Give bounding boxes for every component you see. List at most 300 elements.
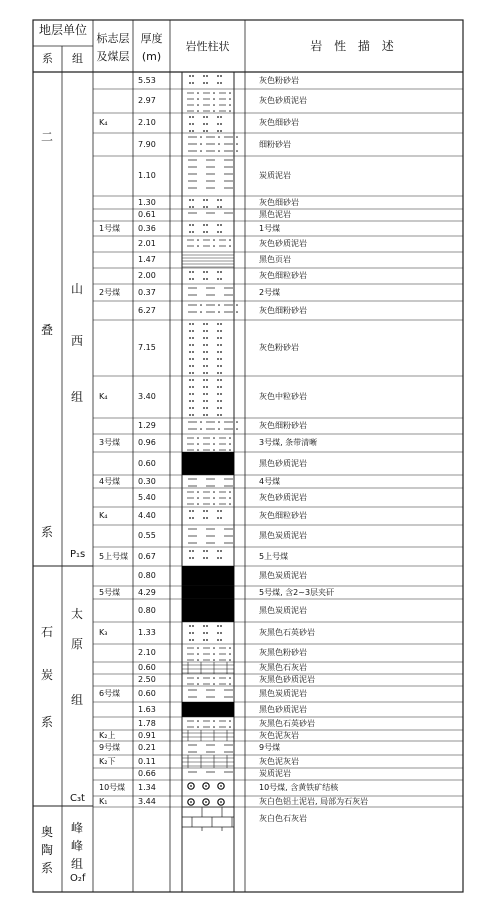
sand-dot bbox=[206, 550, 208, 552]
sand-dot bbox=[203, 639, 205, 641]
silt-dot bbox=[218, 143, 220, 145]
sand-dot bbox=[192, 393, 194, 395]
sand-dot bbox=[192, 557, 194, 559]
sand-dot bbox=[206, 337, 208, 339]
sand-dot bbox=[203, 278, 205, 280]
sand-dot bbox=[197, 497, 199, 499]
layer-description: 灰黑色石英砂岩 bbox=[259, 628, 315, 637]
formation-char: 峰 bbox=[71, 839, 84, 853]
layer-thickness: 2.10 bbox=[138, 118, 156, 127]
silt-dot bbox=[200, 428, 202, 430]
sand-dot bbox=[213, 437, 215, 439]
sand-dot bbox=[220, 199, 222, 201]
sand-dot bbox=[220, 116, 222, 118]
layer-thickness: 2.00 bbox=[138, 271, 156, 280]
formation-char: 太 bbox=[71, 607, 84, 621]
layer-thickness: 0.11 bbox=[138, 756, 156, 766]
layer-thickness: 1.34 bbox=[138, 783, 156, 792]
sand-dot bbox=[229, 245, 231, 247]
sand-dot bbox=[229, 503, 231, 505]
sand-dot bbox=[217, 199, 219, 201]
sand-dot bbox=[206, 224, 208, 226]
silt-dot bbox=[218, 304, 220, 306]
layer-description: 灰色中粒砂岩 bbox=[259, 392, 307, 401]
layer-thickness: 2.01 bbox=[138, 239, 156, 248]
sand-dot bbox=[192, 271, 194, 273]
sand-dot bbox=[206, 407, 208, 409]
layer-thickness: 1.29 bbox=[138, 421, 156, 430]
silt-dot bbox=[218, 421, 220, 423]
layer-description: 灰黑色石灰岩 bbox=[259, 663, 307, 672]
layer-thickness: 0.37 bbox=[138, 287, 156, 297]
sand-dot bbox=[217, 278, 219, 280]
sand-dot bbox=[197, 653, 199, 655]
header-marker-2: 及煤层 bbox=[96, 50, 130, 63]
layer-thickness: 2.50 bbox=[138, 675, 156, 684]
sand-dot bbox=[217, 358, 219, 360]
sand-dot bbox=[189, 278, 191, 280]
layer-description: 9号煤 bbox=[259, 743, 281, 752]
coal-fill bbox=[182, 702, 234, 717]
sand-dot bbox=[192, 337, 194, 339]
sand-dot bbox=[213, 677, 215, 679]
sand-dot bbox=[192, 75, 194, 77]
layer-description: 灰色细砂岩 bbox=[259, 118, 299, 127]
sand-dot bbox=[220, 400, 222, 402]
silt-dot bbox=[236, 136, 238, 138]
sand-dot bbox=[206, 632, 208, 634]
sand-dot bbox=[203, 199, 205, 201]
sand-dot bbox=[213, 491, 215, 493]
layer-thickness: 0.30 bbox=[138, 476, 156, 486]
silt-dot bbox=[218, 150, 220, 152]
sand-dot bbox=[192, 625, 194, 627]
sand-dot bbox=[206, 557, 208, 559]
sand-dot bbox=[206, 372, 208, 374]
sand-dot bbox=[213, 726, 215, 728]
sand-dot bbox=[192, 632, 194, 634]
silt-dot bbox=[200, 421, 202, 423]
formation-char: 组 bbox=[71, 857, 84, 871]
system-char: 系 bbox=[41, 525, 54, 539]
sand-dot bbox=[220, 224, 222, 226]
header-system: 系 bbox=[42, 52, 53, 65]
sand-dot bbox=[229, 437, 231, 439]
system-char: 奥 bbox=[41, 825, 54, 839]
sand-dot bbox=[203, 75, 205, 77]
sand-dot bbox=[217, 271, 219, 273]
layer-thickness: 1.63 bbox=[138, 704, 156, 714]
sand-dot bbox=[206, 393, 208, 395]
sand-dot bbox=[192, 400, 194, 402]
sand-dot bbox=[192, 82, 194, 84]
sand-dot bbox=[217, 386, 219, 388]
sand-dot bbox=[206, 75, 208, 77]
layer-description: 灰色细粉砂岩 bbox=[259, 305, 307, 315]
sand-dot bbox=[220, 351, 222, 353]
layer-description: 5上号煤 bbox=[259, 551, 289, 561]
oolite-core bbox=[205, 801, 207, 803]
sand-dot bbox=[213, 653, 215, 655]
sand-dot bbox=[197, 720, 199, 722]
sand-dot bbox=[220, 206, 222, 208]
coal-fill bbox=[182, 599, 234, 622]
sand-dot bbox=[189, 639, 191, 641]
layer-description: 灰色砂质泥岩 bbox=[259, 96, 307, 105]
formation-code: O₂f bbox=[70, 873, 86, 884]
layer-description: 灰黑色粉砂岩 bbox=[259, 648, 307, 657]
layer-thickness: 0.55 bbox=[138, 531, 156, 540]
layer-description: 灰色细砂岩 bbox=[259, 197, 299, 207]
sand-dot bbox=[217, 224, 219, 226]
layer-thickness: 0.66 bbox=[138, 769, 156, 778]
sand-dot bbox=[203, 400, 205, 402]
sand-dot bbox=[217, 82, 219, 84]
sand-dot bbox=[220, 231, 222, 233]
sand-dot bbox=[206, 510, 208, 512]
sand-dot bbox=[203, 632, 205, 634]
sand-dot bbox=[203, 625, 205, 627]
sand-dot bbox=[189, 386, 191, 388]
layer-description: 4号煤 bbox=[259, 476, 281, 486]
sand-dot bbox=[220, 386, 222, 388]
sand-dot bbox=[229, 104, 231, 106]
sand-dot bbox=[206, 379, 208, 381]
sand-dot bbox=[192, 517, 194, 519]
sand-dot bbox=[220, 82, 222, 84]
sand-dot bbox=[189, 358, 191, 360]
sand-dot bbox=[213, 683, 215, 685]
sand-dot bbox=[229, 726, 231, 728]
sand-dot bbox=[197, 437, 199, 439]
layer-thickness: 5.53 bbox=[138, 75, 156, 85]
sand-dot bbox=[229, 98, 231, 100]
sand-dot bbox=[197, 239, 199, 241]
sand-dot bbox=[217, 351, 219, 353]
lithology-dots bbox=[189, 271, 222, 280]
sand-dot bbox=[229, 659, 231, 661]
sand-dot bbox=[213, 239, 215, 241]
sand-dot bbox=[203, 365, 205, 367]
sand-dot bbox=[217, 379, 219, 381]
formation-char: 组 bbox=[71, 693, 84, 707]
sand-dot bbox=[217, 344, 219, 346]
layer-description: 灰白色铝土泥岩, 局部为石灰岩 bbox=[259, 796, 369, 806]
sand-dot bbox=[229, 491, 231, 493]
sand-dot bbox=[192, 407, 194, 409]
silt-dot bbox=[200, 304, 202, 306]
layer-thickness: 7.15 bbox=[138, 343, 156, 352]
layer-thickness: 5.40 bbox=[138, 492, 156, 502]
sand-dot bbox=[206, 330, 208, 332]
layer-thickness: 0.60 bbox=[138, 458, 156, 468]
sand-dot bbox=[192, 510, 194, 512]
system-char: 陶 bbox=[41, 843, 54, 857]
sand-dot bbox=[203, 379, 205, 381]
sand-dot bbox=[206, 625, 208, 627]
silt-dot bbox=[236, 150, 238, 152]
sand-dot bbox=[213, 245, 215, 247]
sand-dot bbox=[192, 130, 194, 132]
sand-dot bbox=[206, 206, 208, 208]
sand-dot bbox=[203, 358, 205, 360]
sand-dot bbox=[189, 393, 191, 395]
silt-dot bbox=[218, 311, 220, 313]
sand-dot bbox=[197, 683, 199, 685]
layer-thickness: 1.33 bbox=[138, 628, 156, 637]
layer-thickness: 1.47 bbox=[138, 255, 156, 264]
oolite-core bbox=[190, 785, 192, 787]
sand-dot bbox=[213, 110, 215, 112]
layer-thickness: 0.21 bbox=[138, 743, 156, 752]
sand-dot bbox=[197, 104, 199, 106]
oolite-core bbox=[220, 801, 222, 803]
sand-dot bbox=[217, 75, 219, 77]
layer-marker: 10号煤 bbox=[99, 783, 126, 792]
sand-dot bbox=[217, 123, 219, 125]
layer-description: 灰黑色石英砂岩 bbox=[259, 718, 315, 728]
sand-dot bbox=[220, 379, 222, 381]
sand-dot bbox=[229, 497, 231, 499]
sand-dot bbox=[189, 557, 191, 559]
layer-description: 灰色细粒砂岩 bbox=[259, 511, 307, 520]
formation-char: 组 bbox=[71, 390, 84, 404]
sand-dot bbox=[220, 365, 222, 367]
sand-dot bbox=[189, 379, 191, 381]
sand-dot bbox=[203, 351, 205, 353]
sand-dot bbox=[220, 130, 222, 132]
lithology-dots bbox=[189, 224, 222, 233]
coal-fill bbox=[182, 586, 234, 599]
sand-dot bbox=[220, 337, 222, 339]
sand-dot bbox=[203, 337, 205, 339]
sand-dot bbox=[206, 271, 208, 273]
sand-dot bbox=[197, 726, 199, 728]
formation-code: C₃t bbox=[70, 793, 85, 804]
sand-dot bbox=[206, 130, 208, 132]
sand-dot bbox=[203, 231, 205, 233]
sand-dot bbox=[206, 199, 208, 201]
layer-description: 灰色细粒砂岩 bbox=[259, 271, 307, 280]
sand-dot bbox=[206, 344, 208, 346]
layer-marker: 3号煤 bbox=[99, 438, 121, 447]
sand-dot bbox=[189, 400, 191, 402]
layer-thickness: 7.90 bbox=[138, 139, 156, 149]
sand-dot bbox=[203, 393, 205, 395]
sand-dot bbox=[189, 199, 191, 201]
sand-dot bbox=[220, 407, 222, 409]
layer-thickness: 3.44 bbox=[138, 796, 156, 806]
sand-dot bbox=[206, 351, 208, 353]
sand-dot bbox=[217, 557, 219, 559]
sand-dot bbox=[189, 130, 191, 132]
sand-dot bbox=[192, 231, 194, 233]
sand-dot bbox=[213, 497, 215, 499]
sand-dot bbox=[217, 400, 219, 402]
layer-description: 灰色砂质泥岩 bbox=[259, 239, 307, 248]
oolite-core bbox=[190, 801, 192, 803]
layer-thickness: 0.60 bbox=[138, 663, 156, 672]
sand-dot bbox=[203, 510, 205, 512]
sand-dot bbox=[220, 550, 222, 552]
layer-marker: K₁ bbox=[99, 796, 108, 806]
sand-dot bbox=[213, 503, 215, 505]
layer-description: 灰色粉砂岩 bbox=[259, 343, 299, 352]
sand-dot bbox=[220, 372, 222, 374]
header-unit-title: 地层单位 bbox=[38, 23, 87, 37]
sand-dot bbox=[192, 379, 194, 381]
layer-description: 灰色泥灰岩 bbox=[259, 756, 299, 766]
sand-dot bbox=[203, 206, 205, 208]
layer-description: 灰色泥灰岩 bbox=[259, 730, 299, 740]
sand-dot bbox=[213, 104, 215, 106]
layer-description: 10号煤, 含黄铁矿结核 bbox=[259, 783, 339, 792]
sand-dot bbox=[189, 330, 191, 332]
layer-description: 炭质泥岩 bbox=[259, 769, 291, 778]
sand-dot bbox=[217, 550, 219, 552]
sand-dot bbox=[213, 449, 215, 451]
sand-dot bbox=[203, 116, 205, 118]
sand-dot bbox=[192, 358, 194, 360]
sand-dot bbox=[229, 239, 231, 241]
sand-dot bbox=[206, 517, 208, 519]
layer-thickness: 0.80 bbox=[138, 605, 156, 615]
sand-dot bbox=[229, 110, 231, 112]
sand-dot bbox=[217, 365, 219, 367]
system-char: 石 bbox=[41, 625, 54, 639]
sand-dot bbox=[229, 677, 231, 679]
sand-dot bbox=[220, 323, 222, 325]
lithology-silt bbox=[200, 304, 238, 313]
sand-dot bbox=[229, 92, 231, 94]
lithology-dots bbox=[189, 116, 222, 132]
formation-code: P₁s bbox=[70, 549, 86, 560]
formation-char: 原 bbox=[71, 637, 84, 651]
sand-dot bbox=[189, 116, 191, 118]
layer-description: 灰色砂质泥岩 bbox=[259, 492, 307, 502]
layer-marker: K₄ bbox=[99, 118, 108, 127]
sand-dot bbox=[203, 386, 205, 388]
sand-dot bbox=[189, 75, 191, 77]
sand-dot bbox=[213, 92, 215, 94]
layer-thickness: 4.40 bbox=[138, 511, 156, 520]
sand-dot bbox=[192, 330, 194, 332]
sand-dot bbox=[192, 278, 194, 280]
sand-dot bbox=[197, 449, 199, 451]
sand-dot bbox=[229, 653, 231, 655]
layer-marker: 5号煤 bbox=[99, 587, 121, 597]
sand-dot bbox=[203, 344, 205, 346]
sand-dot bbox=[217, 116, 219, 118]
lithology-sandy-mud bbox=[197, 92, 231, 112]
sand-dot bbox=[213, 659, 215, 661]
lithology-coal bbox=[182, 452, 234, 475]
layer-marker: 2号煤 bbox=[99, 287, 121, 297]
sand-dot bbox=[217, 393, 219, 395]
sand-dot bbox=[189, 351, 191, 353]
lithology-dots bbox=[189, 625, 222, 641]
lithology-coal bbox=[182, 599, 234, 622]
silt-dot bbox=[200, 143, 202, 145]
sand-dot bbox=[220, 510, 222, 512]
lithology-silt bbox=[200, 421, 238, 430]
sand-dot bbox=[206, 82, 208, 84]
lithology-dots bbox=[189, 323, 222, 374]
layer-description: 细粉砂岩 bbox=[259, 139, 291, 149]
lithology-coal bbox=[182, 566, 234, 586]
sand-dot bbox=[189, 414, 191, 416]
system-char: 系 bbox=[41, 715, 54, 729]
sand-dot bbox=[192, 199, 194, 201]
layer-description: 1号煤 bbox=[259, 223, 281, 233]
silt-dot bbox=[200, 136, 202, 138]
sand-dot bbox=[192, 344, 194, 346]
sand-dot bbox=[189, 632, 191, 634]
sand-dot bbox=[197, 110, 199, 112]
sand-dot bbox=[189, 337, 191, 339]
sand-dot bbox=[197, 677, 199, 679]
layer-description: 灰白色石灰岩 bbox=[259, 814, 307, 823]
layer-description: 黑色炭质泥岩 bbox=[259, 571, 307, 580]
layer-thickness: 0.61 bbox=[138, 210, 156, 219]
layer-marker: K₂下 bbox=[99, 756, 116, 766]
sand-dot bbox=[217, 510, 219, 512]
header-group: 组 bbox=[72, 52, 83, 65]
sand-dot bbox=[220, 271, 222, 273]
sand-dot bbox=[197, 491, 199, 493]
sand-dot bbox=[203, 550, 205, 552]
sand-dot bbox=[203, 224, 205, 226]
system-char: 二 bbox=[41, 130, 54, 144]
sand-dot bbox=[217, 639, 219, 641]
sand-dot bbox=[220, 557, 222, 559]
sand-dot bbox=[197, 92, 199, 94]
layer-description: 黑色砂质泥岩 bbox=[259, 458, 307, 468]
layer-thickness: 4.29 bbox=[138, 587, 156, 597]
sand-dot bbox=[203, 123, 205, 125]
sand-dot bbox=[229, 683, 231, 685]
layer-thickness: 1.78 bbox=[138, 718, 156, 728]
sand-dot bbox=[192, 323, 194, 325]
sand-dot bbox=[217, 337, 219, 339]
sand-dot bbox=[220, 639, 222, 641]
layer-thickness: 2.97 bbox=[138, 96, 156, 105]
sand-dot bbox=[197, 503, 199, 505]
sand-dot bbox=[229, 720, 231, 722]
layer-thickness: 0.96 bbox=[138, 438, 156, 447]
layer-marker: 9号煤 bbox=[99, 743, 121, 752]
sand-dot bbox=[229, 443, 231, 445]
layer-description: 黑色页岩 bbox=[259, 255, 291, 264]
sand-dot bbox=[213, 720, 215, 722]
lithology-coal bbox=[182, 586, 234, 599]
sand-dot bbox=[189, 344, 191, 346]
sand-dot bbox=[203, 414, 205, 416]
layer-marker: 4号煤 bbox=[99, 476, 121, 486]
sand-dot bbox=[192, 550, 194, 552]
layer-description: 3号煤, 条带清晰 bbox=[259, 438, 318, 447]
sand-dot bbox=[220, 632, 222, 634]
sand-dot bbox=[206, 123, 208, 125]
layer-thickness: 0.60 bbox=[138, 689, 156, 698]
silt-dot bbox=[218, 428, 220, 430]
sand-dot bbox=[189, 517, 191, 519]
sand-dot bbox=[206, 400, 208, 402]
lithology-dots bbox=[189, 550, 222, 559]
sand-dot bbox=[220, 123, 222, 125]
sand-dot bbox=[220, 625, 222, 627]
layer-marker: K₃ bbox=[99, 628, 108, 637]
